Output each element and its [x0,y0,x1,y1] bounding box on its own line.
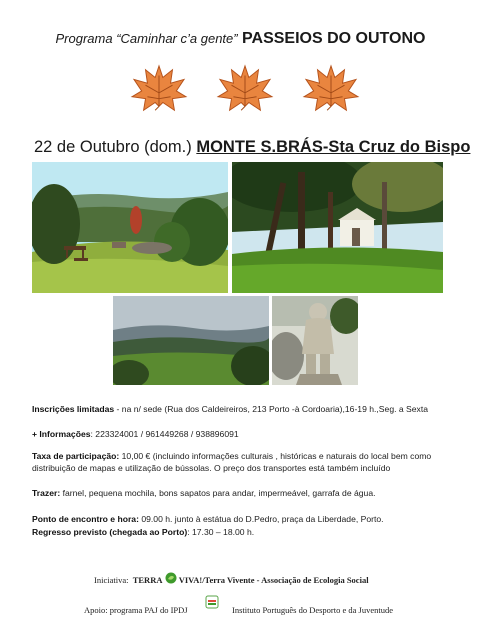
terra-viva-logo [165,572,177,584]
info-meeting [32,513,462,525]
return-label: Regresso previsto (chegada ao Porto) [32,527,188,537]
info-return [32,526,462,538]
info-bring [32,487,462,499]
bring-label: Trazer: [32,488,61,498]
photo-valley [113,296,269,385]
event-dateline [34,138,470,157]
photo-statue [272,296,358,385]
registration-text: - na n/ sede (Rua dos Caldeireiros, 213 Porto -à Cordoaria),16-19 h.,Seg. a Sexta [114,404,429,414]
photo-chapel-park [232,162,443,293]
info-fee [32,450,462,474]
poster-header [0,30,481,48]
bring-text: farnel, pequena mochila, bons sapatos para andar, impermeável, garrafa de água. [60,488,376,498]
support-org: Instituto Português do Desporto e da Juventude [232,605,394,615]
event-place: MONTE S.BRÁS-Sta Cruz do Bispo [196,138,471,156]
fee-text: 10,00 € (incluindo informações culturais , históricas e naturais do local bem como distribuição de mapas e utilização de bússolas. O preço dos transportes está também incluído [32,451,432,473]
info-contacts [32,428,462,440]
event-date: 22 de Outubro (dom.) [34,138,192,156]
return-text: : 17.30 – 18.00 h. [187,527,255,537]
program-label: Programa “Caminhar c’a gente” [55,31,238,46]
meeting-text: 09.00 h. junto à estátua do D.Pedro, praça da Liberdade, Porto. [138,514,384,524]
footer-support [84,605,188,615]
meeting-label: Ponto de encontro e hora: [32,514,139,524]
footer-initiative [94,572,369,585]
org-viva: VIVA!/Terra Vivente - Associação de Ecologia Social [178,575,369,585]
leaves-decoration [126,64,366,116]
photo-hilltop [32,162,228,293]
poster-title: PASSEIOS DO OUTONO [242,30,426,47]
support-label: Apoio: programa PAJ do IPDJ [84,605,188,615]
contacts-label: + Informações [32,429,91,439]
autumn-leaf-icon [302,64,360,116]
autumn-leaf-icon [130,64,188,116]
autumn-leaf-icon [216,64,274,116]
initiative-label: Iniciativa: [94,575,129,585]
registration-label: Inscrições limitadas [32,404,115,414]
ipdj-logo [205,595,219,609]
info-registration [32,403,462,415]
fee-label: Taxa de participação: [32,451,120,461]
footer-support-org [232,605,393,615]
org-terra: TERRA [132,575,163,585]
contacts-text: : 223324001 / 961449268 / 938896091 [90,429,239,439]
